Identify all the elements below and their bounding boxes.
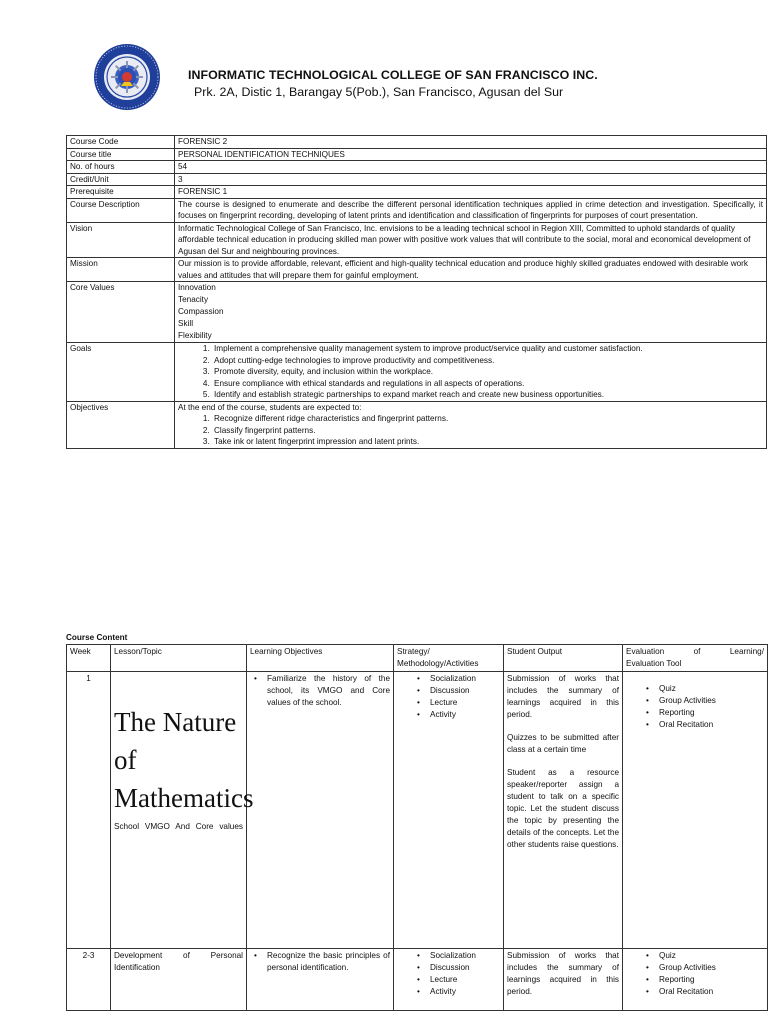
strategy-item: • Discussion xyxy=(413,685,500,697)
content-row-week-2-3 xyxy=(67,949,768,1011)
core-value-item: Tenacity xyxy=(178,295,209,304)
evaluation-list xyxy=(626,683,764,731)
evaluation-item: • Oral Recitation xyxy=(642,719,764,731)
strategy-header-line2: Methodology/Activities xyxy=(397,659,479,668)
strategy-cell xyxy=(394,949,504,1011)
strategy-header xyxy=(394,645,504,672)
topic-subtitle: School VMGO And Core values xyxy=(114,822,243,831)
hours-row xyxy=(67,161,767,174)
goal-item: 4. Ensure compliance with ethical standards and regulations in all aspects of operations. xyxy=(212,378,763,390)
course-content-table xyxy=(66,644,768,1011)
school-seal-logo xyxy=(91,42,163,112)
school-name: INFORMATIC TECHNOLOGICAL COLLEGE OF SAN FRANCISCO INC. xyxy=(188,68,598,82)
objectives-intro: At the end of the course, students are expected to: xyxy=(178,402,362,412)
course-info-table xyxy=(66,135,767,449)
vision-row xyxy=(67,222,767,258)
student-output-item: Submission of works that includes the summary of learnings acquired in this period. xyxy=(507,951,619,996)
core-value-item: Flexibility xyxy=(178,331,212,340)
goal-item: 2. Adopt cutting-edge technologies to improve productivity and competitiveness. xyxy=(212,355,763,367)
learning-objective-item: • Recognize the basic principles of personal identification. xyxy=(250,950,390,974)
prerequisite-row xyxy=(67,186,767,199)
evaluation-item: • Group Activities xyxy=(642,695,764,707)
vision-label: Vision xyxy=(67,222,175,258)
evaluation-item: • Reporting xyxy=(642,707,764,719)
course-content-title: Course Content xyxy=(66,633,128,642)
objectives-label: Objectives xyxy=(67,401,175,448)
learning-objectives-cell xyxy=(247,672,394,949)
evaluation-item: • Quiz xyxy=(642,683,764,695)
strategy-list xyxy=(397,950,500,998)
topic-big-title: The Nature of Mathematics xyxy=(114,707,254,813)
evaluation-cell xyxy=(623,949,768,1011)
learning-objectives-list xyxy=(250,673,390,709)
week-header: Week xyxy=(67,645,111,672)
credit-row xyxy=(67,173,767,186)
core-value-item: Compassion xyxy=(178,307,224,316)
objectives-cell xyxy=(175,401,767,448)
goal-item: 5. Identify and establish strategic partnerships to expand market reach and create new business opportunities. xyxy=(212,389,763,401)
objective-item: 3. Take ink or latent fingerprint impression and latent prints. xyxy=(212,436,763,448)
student-output-cell xyxy=(504,949,623,1011)
mission-row xyxy=(67,258,767,282)
course-title-label: Course title xyxy=(67,148,175,161)
course-code-label: Course Code xyxy=(67,136,175,149)
school-address: Prk. 2A, Distic 1, Barangay 5(Pob.), San Francisco, Agusan del Sur xyxy=(194,85,564,99)
learning-objective-item: • Familiarize the history of the school, its VMGO and Core values of the school. xyxy=(250,673,390,709)
goals-label: Goals xyxy=(67,343,175,402)
student-output-item: Submission of works that includes the summary of learnings acquired in this period. xyxy=(507,674,619,719)
objective-item: 1. Recognize different ridge characteristics and fingerprint patterns. xyxy=(212,413,763,425)
content-row-week-1 xyxy=(67,672,768,949)
strategy-item: • Lecture xyxy=(413,697,500,709)
strategy-item: • Lecture xyxy=(413,974,500,986)
goals-row xyxy=(67,343,767,402)
credit-label: Credit/Unit xyxy=(67,173,175,186)
core-value-item: Innovation xyxy=(178,283,216,292)
strategy-item: • Activity xyxy=(413,986,500,998)
student-output-item: Quizzes to be submitted after class at a certain time xyxy=(507,733,619,754)
mission-value: Our mission is to provide affordable, relevant, efficient and high-quality technical education and produce highly skilled graduates endowed with desirable work values and attitudes that will prepare them for gainful employment. xyxy=(175,258,767,282)
objectives-list xyxy=(178,413,763,448)
core-values-row xyxy=(67,282,767,343)
goals-list xyxy=(178,343,763,401)
content-header-row xyxy=(67,645,768,672)
week-cell: 2-3 xyxy=(67,949,111,1011)
hours-label: No. of hours xyxy=(67,161,175,174)
evaluation-item: • Oral Recitation xyxy=(642,986,764,998)
course-title-row xyxy=(67,148,767,161)
course-code-row xyxy=(67,136,767,149)
prerequisite-label: Prerequisite xyxy=(67,186,175,199)
learning-objectives-cell xyxy=(247,949,394,1011)
objectives-header: Learning Objectives xyxy=(247,645,394,672)
objective-item: 2. Classify fingerprint patterns. xyxy=(212,425,763,437)
evaluation-list xyxy=(626,950,764,998)
strategy-item: • Discussion xyxy=(413,962,500,974)
strategy-list xyxy=(397,673,500,721)
credit-value: 3 xyxy=(175,173,767,186)
strategy-cell xyxy=(394,672,504,949)
topic-cell: Development of Personal Identification xyxy=(111,949,247,1011)
strategy-item: • Activity xyxy=(413,709,500,721)
vision-value: Informatic Technological College of San Francisco, Inc. envisions to be a leading technical school in Region XIII, Committed to uphold standards of quality affordable technical education in producing skilled man power with positive work values that will contribute to the social, moral and economical development of Agusan del Sur and neighbouring provinces. xyxy=(175,222,767,258)
evaluation-item: • Reporting xyxy=(642,974,764,986)
student-output-cell xyxy=(504,672,623,949)
topic-header: Lesson/Topic xyxy=(111,645,247,672)
prerequisite-value: FORENSIC 1 xyxy=(175,186,767,199)
week-cell: 1 xyxy=(67,672,111,949)
description-label: Course Description xyxy=(67,198,175,222)
course-title-value: PERSONAL IDENTIFICATION TECHNIQUES xyxy=(175,148,767,161)
course-code-value: FORENSIC 2 xyxy=(175,136,767,149)
hours-value: 54 xyxy=(175,161,767,174)
goal-item: 1. Implement a comprehensive quality management system to improve product/service quality and customer satisfaction. xyxy=(212,343,763,355)
learning-objectives-list xyxy=(250,950,390,974)
strategy-item: • Socialization xyxy=(413,950,500,962)
evaluation-header-line2: Evaluation Tool xyxy=(626,659,682,668)
strategy-header-line1: Strategy/ xyxy=(397,647,430,656)
student-output-item: Student as a resource speaker/reporter assign a student to talk on a specific topic. Let the student discuss the topic by presenting the details of the concepts. Let the other students raise questions. xyxy=(507,768,619,849)
goal-item: 3. Promote diversity, equity, and inclusion within the workplace. xyxy=(212,366,763,378)
strategy-item: • Socialization xyxy=(413,673,500,685)
objectives-row xyxy=(67,401,767,448)
evaluation-header-line1: Evaluation of Learning/ xyxy=(626,647,764,656)
description-row xyxy=(67,198,767,222)
core-values-label: Core Values xyxy=(67,282,175,343)
evaluation-item: • Quiz xyxy=(642,950,764,962)
output-header: Student Output xyxy=(504,645,623,672)
evaluation-item: • Group Activities xyxy=(642,962,764,974)
core-value-item: Skill xyxy=(178,319,194,328)
evaluation-header xyxy=(623,645,768,672)
mission-label: Mission xyxy=(67,258,175,282)
goals-cell xyxy=(175,343,767,402)
core-values-list xyxy=(175,282,767,343)
description-value: The course is designed to enumerate and describe the different personal identification techniques applied in crime detection and investigation. Specifically, it focuses on fingerprint recording, developing of latent prints and identification and classification of fingerprints for purposes of court presentation. xyxy=(175,198,767,222)
topic-cell xyxy=(111,672,254,949)
evaluation-cell xyxy=(623,672,768,949)
